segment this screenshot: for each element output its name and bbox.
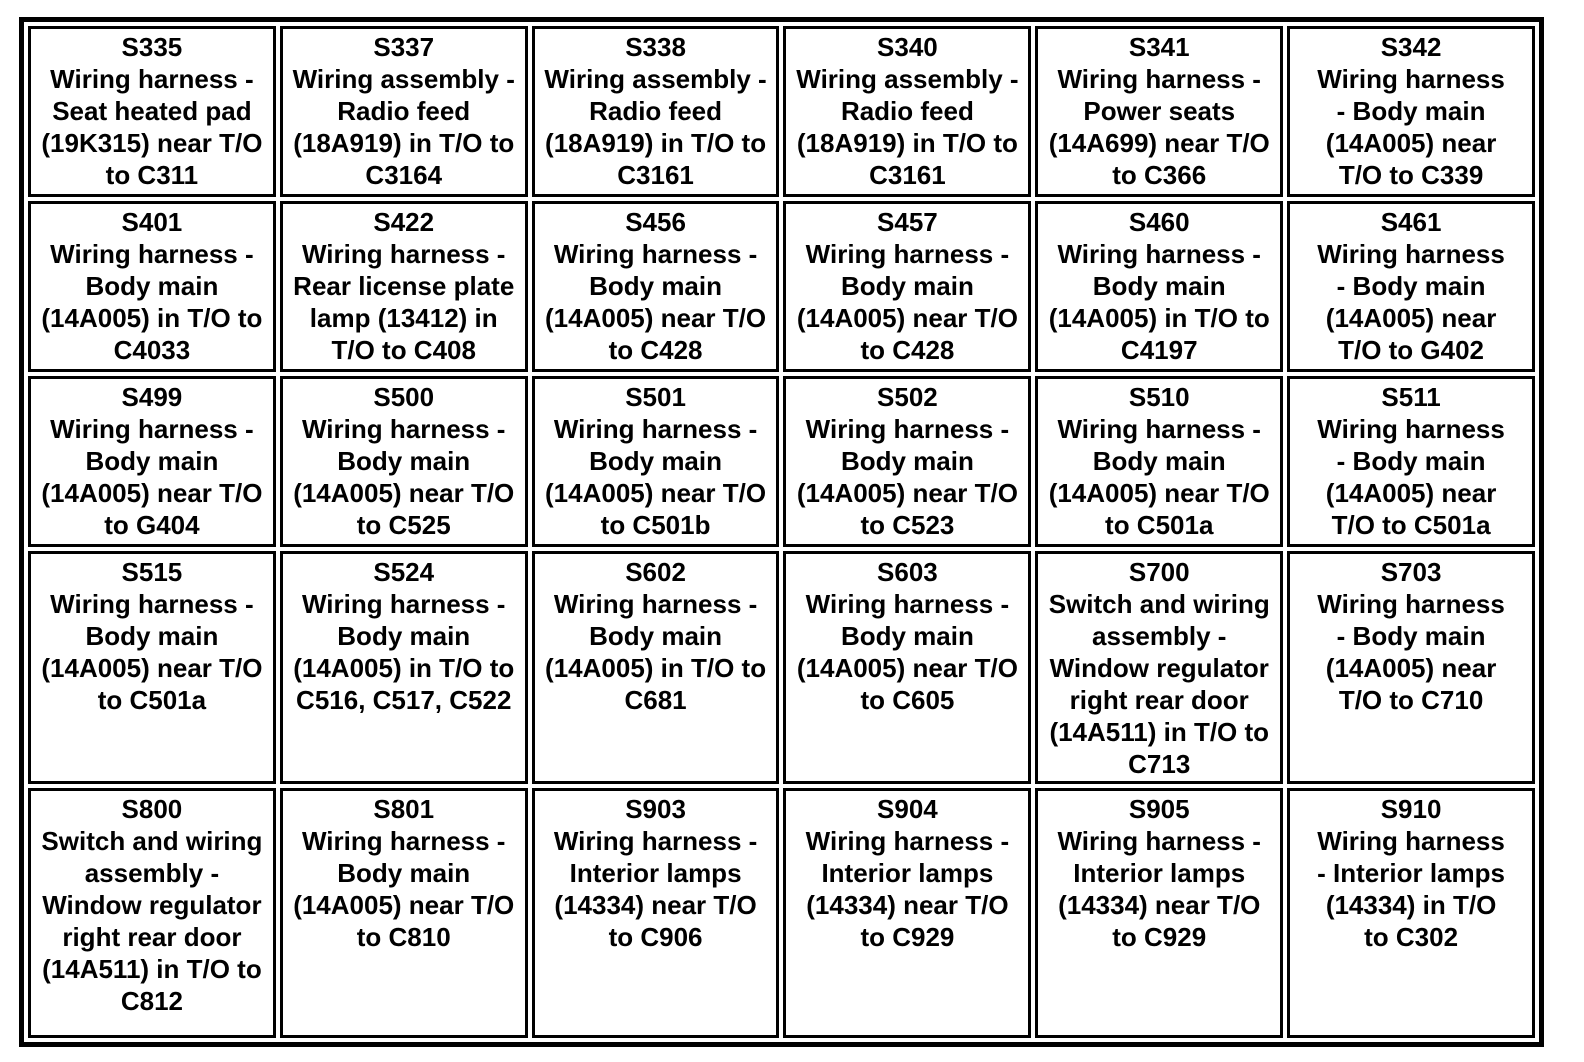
splice-description: Wiring assembly - Radio feed (18A919) in T/O to C3164 xyxy=(292,64,515,190)
splice-code: S460 xyxy=(1128,207,1190,237)
splice-code: S338 xyxy=(625,32,686,62)
splice-description: Wiring harness - Body main (14A005) near T/O to G404 xyxy=(41,414,263,540)
splice-code: S341 xyxy=(1128,32,1190,62)
splice-description: Wiring harness - Body main (14A005) near T/O to C523 xyxy=(796,414,1018,540)
splice-description: Wiring harness - Interior lamps (14334) near T/O to C929 xyxy=(1057,826,1261,952)
table-cell xyxy=(783,788,1031,1038)
table-cell xyxy=(1035,26,1283,197)
table-cell xyxy=(1287,376,1535,547)
table-cell xyxy=(28,376,276,547)
table-cell xyxy=(1035,376,1283,547)
table-cell xyxy=(532,376,780,547)
splice-description: Wiring harness - Interior lamps (14334) near T/O to C906 xyxy=(553,826,758,952)
splice-code: S801 xyxy=(373,794,435,824)
splice-description: Switch and wiring assembly - Window regulator right rear door (14A511) in T/O to C713 xyxy=(1048,589,1270,779)
splice-code: S703 xyxy=(1380,557,1442,587)
splice-code: S342 xyxy=(1380,32,1442,62)
table-cell xyxy=(280,201,528,372)
splice-description: Wiring harness - Body main (14A005) near T/O to C605 xyxy=(796,589,1018,715)
table-cell xyxy=(280,376,528,547)
splice-description: Wiring assembly - Radio feed (18A919) in T/O to C3161 xyxy=(796,64,1019,190)
splice-description: Wiring harness - Body main (14A005) in T/O to C4197 xyxy=(1048,239,1270,365)
table-cell xyxy=(1035,201,1283,372)
splice-code: S603 xyxy=(877,557,938,587)
table-cell xyxy=(783,376,1031,547)
splice-code: S499 xyxy=(121,382,183,412)
splice-description: Wiring harness - Body main (14A005) near T/O to C428 xyxy=(545,239,767,365)
table-cell xyxy=(280,788,528,1038)
table-cell xyxy=(783,201,1031,372)
splice-code: S800 xyxy=(121,794,183,824)
splice-code: S501 xyxy=(625,382,686,412)
splice-code: S700 xyxy=(1128,557,1190,587)
splice-description: Wiring harness - Interior lamps (14334) near T/O to C929 xyxy=(805,826,1010,952)
splice-code: S515 xyxy=(121,557,183,587)
splice-code: S502 xyxy=(877,382,938,412)
splice-description: Wiring harness - Body main (14A005) near T/O to C501a xyxy=(1048,414,1270,540)
splice-description: Wiring assembly - Radio feed (18A919) in T/O to C3161 xyxy=(544,64,767,190)
splice-code: S456 xyxy=(625,207,686,237)
splice-code: S340 xyxy=(877,32,938,62)
table-cell xyxy=(28,201,276,372)
splice-code: S461 xyxy=(1380,207,1442,237)
table-cell xyxy=(1035,788,1283,1038)
splice-code: S602 xyxy=(625,557,686,587)
splice-table-frame xyxy=(19,17,1544,1047)
splice-code: S500 xyxy=(373,382,435,412)
table-cell xyxy=(28,788,276,1038)
splice-description: Wiring harness - Body main (14A005) near T/O to C501a xyxy=(1317,414,1505,540)
splice-code: S511 xyxy=(1381,382,1441,412)
splice-code: S457 xyxy=(877,207,938,237)
table-cell xyxy=(532,788,780,1038)
splice-description: Wiring harness - Body main (14A005) near T/O to C810 xyxy=(293,826,515,952)
splice-code: S904 xyxy=(877,794,938,824)
table-cell xyxy=(28,26,276,197)
table-cell xyxy=(1287,551,1535,784)
table-cell xyxy=(532,26,780,197)
table-cell xyxy=(1287,26,1535,197)
splice-code: S905 xyxy=(1128,794,1190,824)
table-cell xyxy=(1287,788,1535,1038)
table-cell xyxy=(28,551,276,784)
splice-description: Wiring harness - Interior lamps (14334) in T/O to C302 xyxy=(1317,826,1505,952)
table-cell xyxy=(280,26,528,197)
splice-description: Wiring harness - Body main (14A005) in T/O to C516, C517, C522 xyxy=(293,589,515,715)
splice-code: S524 xyxy=(373,557,435,587)
splice-description: Wiring harness - Body main (14A005) in T/O to C681 xyxy=(545,589,767,715)
splice-description: Wiring harness - Seat heated pad (19K315) near T/O to C311 xyxy=(41,64,263,190)
splice-description: Switch and wiring assembly - Window regulator right rear door (14A511) in T/O to C812 xyxy=(41,826,263,1016)
splice-description: Wiring harness - Rear license plate lamp (13412) in T/O to C408 xyxy=(293,239,515,365)
splice-table xyxy=(24,22,1539,1042)
splice-description: Wiring harness - Body main (14A005) near T/O to C339 xyxy=(1317,64,1505,190)
table-cell xyxy=(532,201,780,372)
splice-description: Wiring harness - Power seats (14A699) near T/O to C366 xyxy=(1048,64,1270,190)
splice-code: S335 xyxy=(121,32,183,62)
splice-code: S510 xyxy=(1128,382,1190,412)
splice-description: Wiring harness - Body main (14A005) near T/O to C710 xyxy=(1317,589,1505,715)
splice-description: Wiring harness - Body main (14A005) near T/O to C525 xyxy=(293,414,515,540)
table-cell xyxy=(1035,551,1283,784)
table-cell xyxy=(1287,201,1535,372)
splice-description: Wiring harness - Body main (14A005) near T/O to C501b xyxy=(545,414,767,540)
splice-code: S401 xyxy=(121,207,183,237)
splice-code: S337 xyxy=(373,32,435,62)
splice-code: S422 xyxy=(373,207,435,237)
splice-description: Wiring harness - Body main (14A005) near T/O to C428 xyxy=(796,239,1018,365)
table-cell xyxy=(280,551,528,784)
splice-code: S910 xyxy=(1380,794,1442,824)
splice-description: Wiring harness - Body main (14A005) in T/O to C4033 xyxy=(41,239,263,365)
table-cell xyxy=(783,26,1031,197)
splice-code: S903 xyxy=(625,794,686,824)
table-cell xyxy=(532,551,780,784)
table-cell xyxy=(783,551,1031,784)
splice-description: Wiring harness - Body main (14A005) near T/O to C501a xyxy=(41,589,263,715)
splice-description: Wiring harness - Body main (14A005) near T/O to G402 xyxy=(1317,239,1505,365)
